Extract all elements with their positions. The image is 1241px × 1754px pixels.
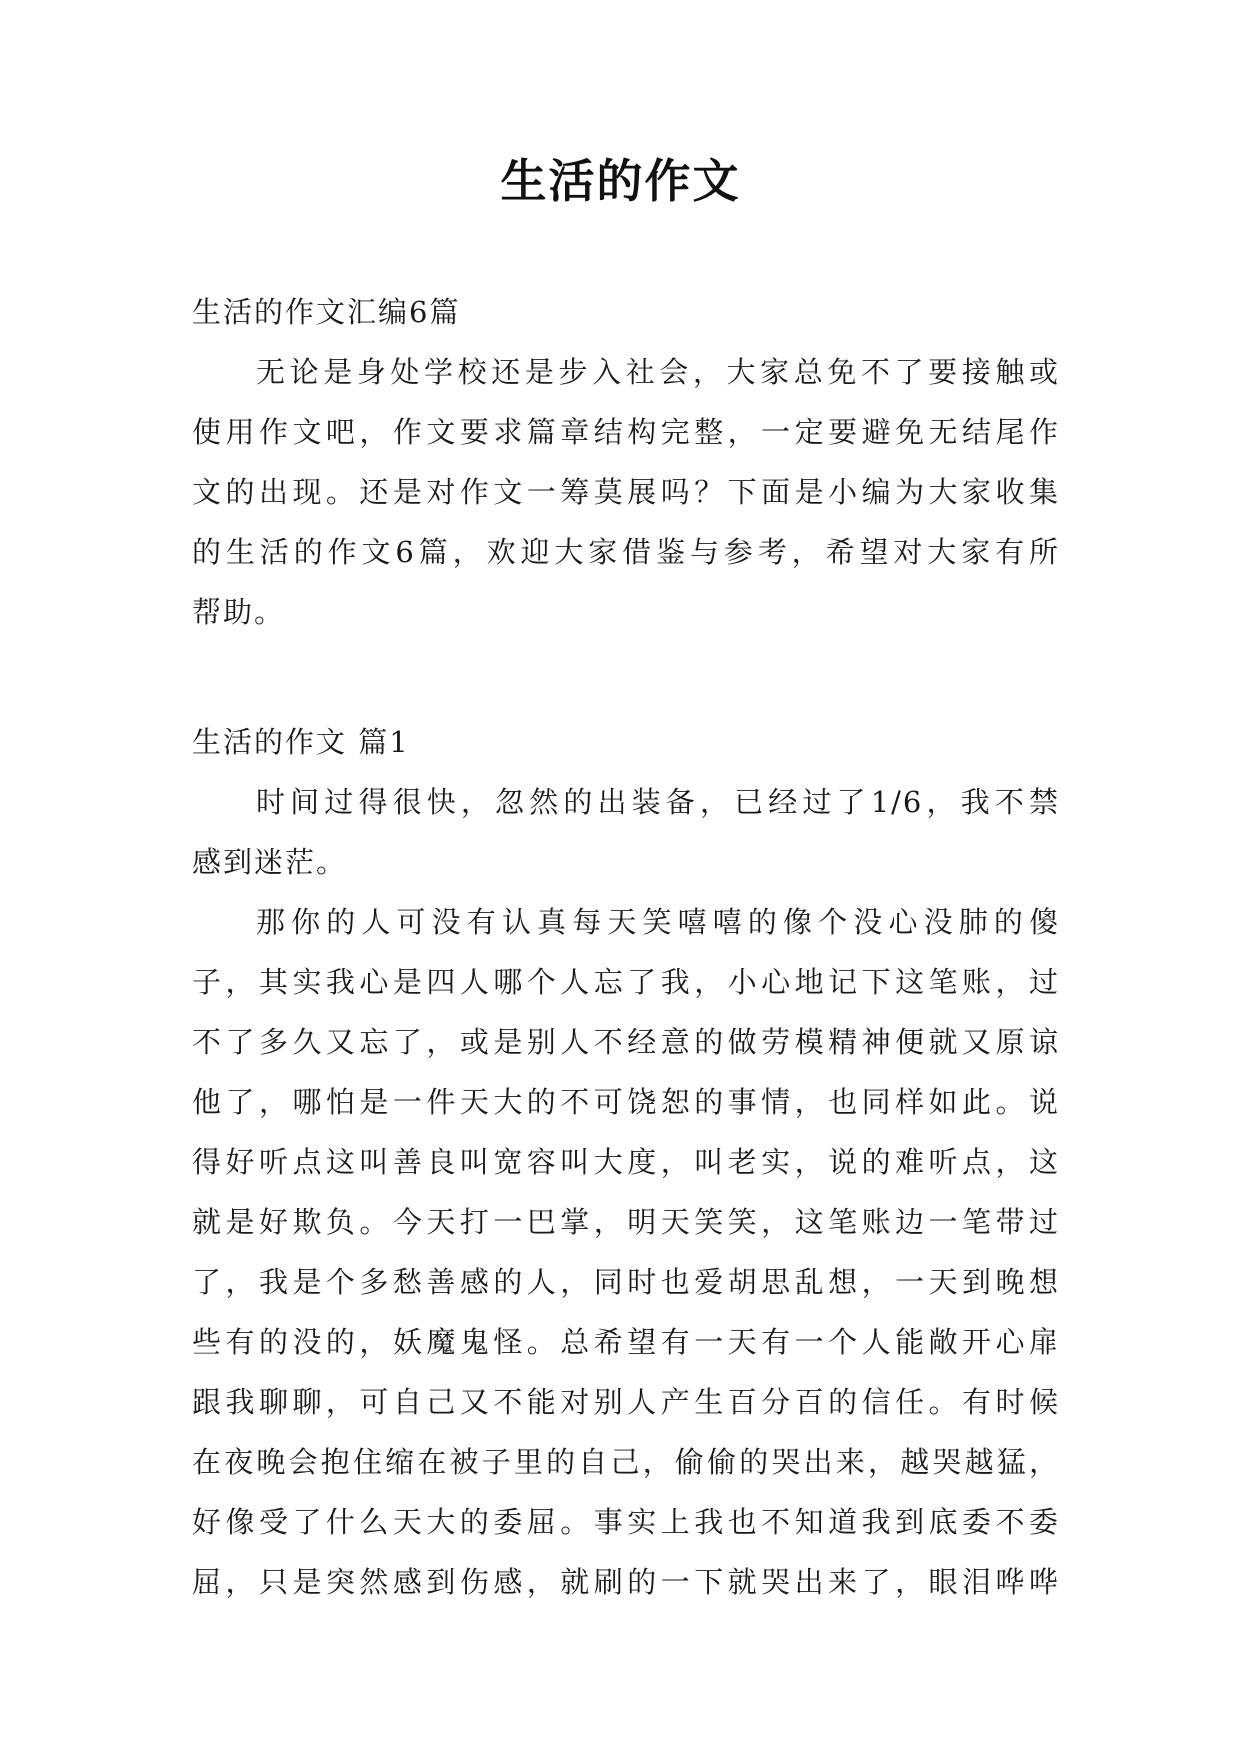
paragraph-line: 不了多久又忘了，或是别人不经意的做劳模精神便就又原谅 [192, 1025, 1060, 1059]
document-title: 生活的作文 [500, 154, 741, 208]
intro-line: 的生活的作文6篇，欢迎大家借鉴与参考，希望对大家有所 [192, 535, 1060, 569]
paragraph-line: 屈，只是突然感到伤感，就刷的一下就哭出来了，眼泪哗哗 [192, 1565, 1060, 1599]
section-gap [192, 642, 1060, 712]
intro-paragraph [192, 342, 1060, 642]
paragraph-line: 跟我聊聊，可自己又不能对别人产生百分百的信任。有时候 [192, 1385, 1060, 1419]
document-subtitle: 生活的作文汇编6篇 [192, 295, 461, 329]
paragraph-line: 那你的人可没有认真每天笑嘻嘻的像个没心没肺的傻 [256, 905, 1060, 939]
paragraph-line: 在夜晚会抱住缩在被子里的自己，偷偷的哭出来，越哭越猛， [192, 1445, 1060, 1479]
paragraph-line: 就是好欺负。今天打一巴掌，明天笑笑，这笔账边一笔带过 [192, 1205, 1060, 1239]
document-body [192, 282, 1060, 1612]
section-paragraph-1 [192, 772, 1060, 892]
paragraph-line: 了，我是个多愁善感的人，同时也爱胡思乱想，一天到晚想 [192, 1265, 1060, 1299]
intro-line: 使用作文吧，作文要求篇章结构完整，一定要避免无结尾作 [192, 415, 1060, 449]
paragraph-line: 好像受了什么天大的委屈。事实上我也不知道我到底委不委 [192, 1505, 1060, 1539]
intro-line: 文的出现。还是对作文一筹莫展吗？下面是小编为大家收集 [192, 475, 1060, 509]
section-heading: 生活的作文 篇1 [192, 725, 410, 759]
paragraph-line: 感到迷茫。 [192, 845, 348, 879]
paragraph-line: 时间过得很快，忽然的出装备，已经过了1/6，我不禁 [256, 785, 1060, 819]
paragraph-line: 得好听点这叫善良叫宽容叫大度，叫老实，说的难听点，这 [192, 1145, 1060, 1179]
intro-line: 帮助。 [192, 595, 286, 629]
paragraph-line: 他了，哪怕是一件天大的不可饶恕的事情，也同样如此。说 [192, 1085, 1060, 1119]
paragraph-line: 些有的没的，妖魔鬼怪。总希望有一天有一个人能敞开心扉 [192, 1325, 1060, 1359]
paragraph-line: 子，其实我心是四人哪个人忘了我，小心地记下这笔账，过 [192, 965, 1060, 999]
intro-line: 无论是身处学校还是步入社会，大家总免不了要接触或 [256, 355, 1060, 389]
section-paragraph-2 [192, 892, 1060, 1612]
